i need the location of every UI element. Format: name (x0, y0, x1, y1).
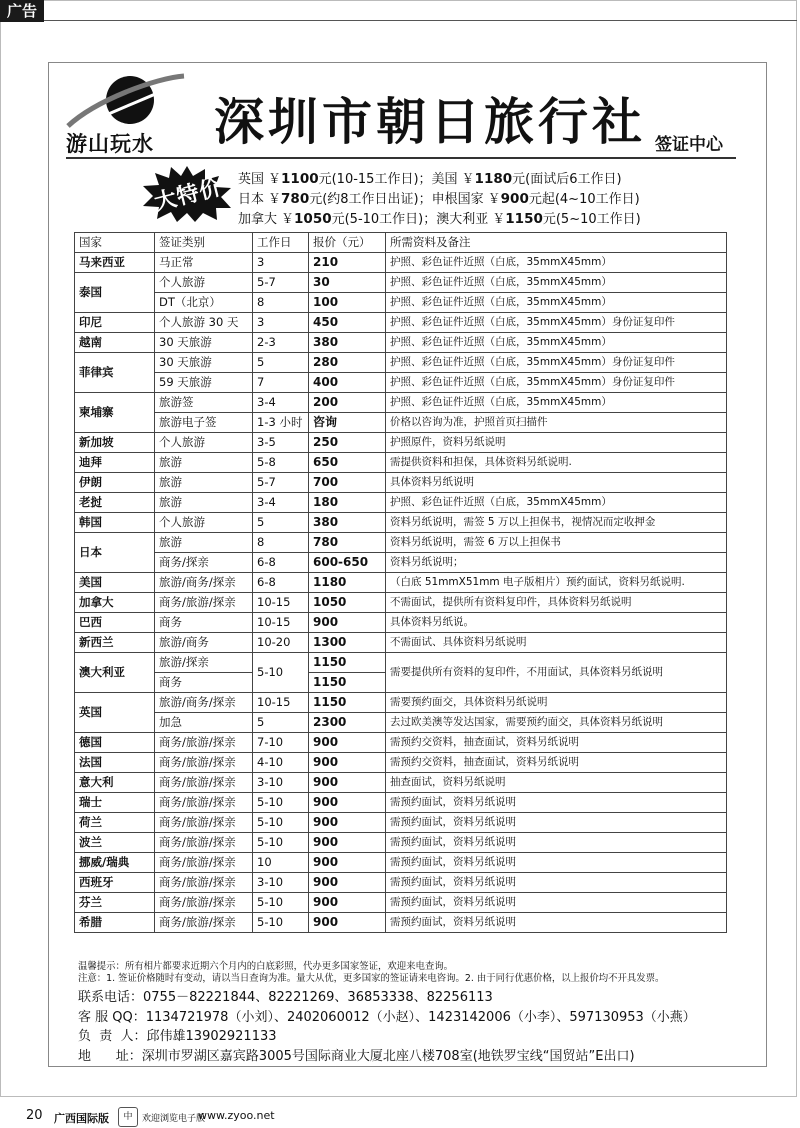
planet-logo-icon (66, 70, 186, 130)
notes-cell: 护照、彩色证件近照（白底，35mmX45mm） (386, 393, 727, 413)
category-cell: 旅游 (155, 493, 253, 513)
price-cell: 900 (309, 853, 386, 873)
category-cell: 个人旅游 (155, 273, 253, 293)
price-cell: 1150 (309, 693, 386, 713)
country-cell: 挪威/瑞典 (75, 853, 155, 873)
category-cell: 旅游 (155, 473, 253, 493)
promo-text: ￥ (268, 192, 282, 207)
country-cell: 柬埔寨 (75, 393, 155, 433)
notes-cell: （白底 51mmX51mm 电子版相片）预约面试，资料另纸说明. (386, 573, 727, 593)
promo-price: 1150 (505, 211, 543, 227)
table-row (75, 753, 727, 773)
category-cell: 个人旅游 (155, 433, 253, 453)
price-cell: 1150 (309, 653, 386, 673)
country-cell: 澳大利亚 (75, 653, 155, 693)
country-cell: 波兰 (75, 833, 155, 853)
promo-text: 元(面试后6工作日) (512, 172, 622, 187)
category-cell: 旅游/商务 (155, 633, 253, 653)
category-cell: 商务/探亲 (155, 553, 253, 573)
country-cell: 韩国 (75, 513, 155, 533)
category-cell: 商务/旅游/探亲 (155, 593, 253, 613)
warm-tips (78, 961, 664, 985)
workdays-cell: 8 (253, 293, 309, 313)
category-cell: 商务 (155, 673, 253, 693)
price-cell: 900 (309, 813, 386, 833)
category-cell: 商务/旅游/探亲 (155, 833, 253, 853)
table-row (75, 633, 727, 653)
table-row (75, 573, 727, 593)
contact-info (78, 988, 696, 1066)
notes-cell: 不需面试，提供所有资料复印件，具体资料另纸说明 (386, 593, 727, 613)
notes-cell: 护照、彩色证件近照（白底，35mmX45mm） (386, 493, 727, 513)
contact-value: 1134721978（小刘）、2402060012（小赵）、1423142006（小李）、597130953（小燕） (145, 1009, 696, 1025)
price-cell: 900 (309, 793, 386, 813)
contact-label: 负 责 人： (78, 1029, 147, 1044)
table-row (75, 313, 727, 333)
table-row (75, 893, 727, 913)
category-cell: 旅游电子签 (155, 413, 253, 433)
table-row (75, 773, 727, 793)
column-header: 所需资料及备注 (386, 233, 727, 253)
workdays-cell: 3-10 (253, 773, 309, 793)
promo-text: 元(约8工作日出证)；申根国家 (309, 192, 484, 207)
workdays-cell: 5-10 (253, 813, 309, 833)
table-row (75, 513, 727, 533)
table-row (75, 813, 727, 833)
notes-cell: 需预约面试，资料另纸说明 (386, 793, 727, 813)
promo-text: ￥ (461, 172, 475, 187)
workdays-cell: 5-10 (253, 833, 309, 853)
publication-icon: 中 (118, 1107, 138, 1127)
category-cell: 商务/旅游/探亲 (155, 753, 253, 773)
table-row (75, 413, 727, 433)
category-cell: 59 天旅游 (155, 373, 253, 393)
price-cell: 900 (309, 613, 386, 633)
table-row (75, 853, 727, 873)
workdays-cell: 3 (253, 253, 309, 273)
workdays-cell: 5 (253, 713, 309, 733)
price-cell: 280 (309, 353, 386, 373)
promo-prices (238, 169, 641, 229)
promo-text: ￥ (281, 212, 295, 227)
workdays-cell: 5-10 (253, 793, 309, 813)
promo-text: ￥ (487, 192, 501, 207)
price-cell: 780 (309, 533, 386, 553)
notes-cell: 抽查面试，资料另纸说明 (386, 773, 727, 793)
price-cell: 900 (309, 773, 386, 793)
price-cell: 900 (309, 833, 386, 853)
workdays-cell: 5-10 (253, 653, 309, 693)
notes-cell: 需预约交资料，抽查面试，资料另纸说明 (386, 733, 727, 753)
notes-cell: 需预约面试，资料另纸说明 (386, 853, 727, 873)
column-header: 国家 (75, 233, 155, 253)
country-cell: 意大利 (75, 773, 155, 793)
workdays-cell: 3-4 (253, 493, 309, 513)
country-cell: 老挝 (75, 493, 155, 513)
table-row (75, 733, 727, 753)
column-header: 签证类别 (155, 233, 253, 253)
price-cell: 250 (309, 433, 386, 453)
title-rule (66, 157, 736, 159)
promo-text: ￥ (492, 212, 506, 227)
category-cell: 旅游签 (155, 393, 253, 413)
promo-line (238, 169, 641, 189)
price-cell: 咨询 (309, 413, 386, 433)
notes-cell: 资料另纸说明； (386, 553, 727, 573)
workdays-cell: 10-15 (253, 693, 309, 713)
workdays-cell: 1-3 小时 (253, 413, 309, 433)
category-cell: 旅游/商务/探亲 (155, 693, 253, 713)
price-cell: 700 (309, 473, 386, 493)
workdays-cell: 4-10 (253, 753, 309, 773)
price-cell: 1300 (309, 633, 386, 653)
notes-cell: 资料另纸说明，需签 5 万以上担保书，视情况而定收押金 (386, 513, 727, 533)
table-row (75, 273, 727, 293)
country-cell: 马来西亚 (75, 253, 155, 273)
table-row (75, 453, 727, 473)
logo (66, 70, 186, 160)
country-cell: 西班牙 (75, 873, 155, 893)
workdays-cell: 6-8 (253, 573, 309, 593)
contact-label: 客 服 QQ： (78, 1009, 146, 1025)
company-title: 深圳市朝日旅行社 (214, 93, 646, 151)
workdays-cell: 5-10 (253, 913, 309, 933)
category-cell: 个人旅游 (155, 513, 253, 533)
contact-value: 邱伟雄13902921133 (146, 1029, 277, 1044)
promo-text: ￥ (268, 172, 282, 187)
table-row (75, 473, 727, 493)
price-cell: 30 (309, 273, 386, 293)
notes-cell: 具体资料另纸说。 (386, 613, 727, 633)
price-cell: 180 (309, 493, 386, 513)
workdays-cell: 3-10 (253, 873, 309, 893)
country-cell: 巴西 (75, 613, 155, 633)
table-row (75, 913, 727, 933)
category-cell: 加急 (155, 713, 253, 733)
promo-text: 日本 (238, 192, 265, 207)
price-cell: 900 (309, 733, 386, 753)
price-cell: 1150 (309, 673, 386, 693)
logo-text: 游山玩水 (66, 132, 154, 156)
notes-cell: 护照、彩色证件近照（白底，35mmX45mm） (386, 333, 727, 353)
notes-cell: 去过欧美澳等发达国家，需要预约面交，具体资料另纸说明 (386, 713, 727, 733)
category-cell: 商务/旅游/探亲 (155, 873, 253, 893)
country-cell: 新西兰 (75, 633, 155, 653)
category-cell: 商务/旅游/探亲 (155, 773, 253, 793)
edition-name: 广西国际版 (54, 1112, 109, 1125)
notice-line: 注意：1. 签证价格随时有变动，请以当日查询为准。量大从优，更多国家的签证请来电咨询。2. 由于同行优惠价格，以上报价均不开具发票。 (78, 973, 665, 984)
price-cell: 380 (309, 513, 386, 533)
price-cell: 210 (309, 253, 386, 273)
table-row (75, 433, 727, 453)
workdays-cell: 5 (253, 513, 309, 533)
table-row (75, 713, 727, 733)
table-row (75, 833, 727, 853)
promo-line (238, 189, 641, 209)
footer-url[interactable]: www.zyoo.net (198, 1109, 275, 1122)
promo-text: 元(5-10工作日)；澳大利亚 (331, 212, 489, 227)
country-cell: 英国 (75, 693, 155, 733)
price-cell: 650 (309, 453, 386, 473)
price-cell: 1180 (309, 573, 386, 593)
price-cell: 900 (309, 913, 386, 933)
promo-price: 1050 (294, 211, 332, 227)
country-cell: 芬兰 (75, 893, 155, 913)
category-cell: 个人旅游 30 天 (155, 313, 253, 333)
category-cell: 商务/旅游/探亲 (155, 733, 253, 753)
price-cell: 200 (309, 393, 386, 413)
table-row (75, 593, 727, 613)
workdays-cell: 2-3 (253, 333, 309, 353)
table-row (75, 333, 727, 353)
workdays-cell: 7-10 (253, 733, 309, 753)
header-rule (44, 20, 797, 21)
special-price-badge (141, 166, 233, 222)
country-cell: 伊朗 (75, 473, 155, 493)
price-cell: 400 (309, 373, 386, 393)
page-footer (0, 1103, 800, 1128)
notes-cell: 需预约面试，资料另纸说明 (386, 913, 727, 933)
contact-value: 0755－82221844、82221269、36853338、82256113 (143, 990, 493, 1005)
notes-cell: 需要预约面交，具体资料另纸说明 (386, 693, 727, 713)
notes-cell: 护照、彩色证件近照（白底，35mmX45mm） (386, 293, 727, 313)
workdays-cell: 10-20 (253, 633, 309, 653)
contact-row (78, 1008, 696, 1028)
notes-cell: 需预约面试，资料另纸说明 (386, 833, 727, 853)
contact-row (78, 1027, 696, 1047)
price-cell: 380 (309, 333, 386, 353)
notes-cell: 需预约面试，资料另纸说明 (386, 873, 727, 893)
workdays-cell: 6-8 (253, 553, 309, 573)
promo-price: 1180 (474, 171, 513, 187)
category-cell: 30 天旅游 (155, 353, 253, 373)
notes-cell: 需预约面试，资料另纸说明 (386, 813, 727, 833)
category-cell: 商务/旅游/探亲 (155, 913, 253, 933)
category-cell: 马正常 (155, 253, 253, 273)
category-cell: 商务/旅游/探亲 (155, 793, 253, 813)
notes-cell: 护照、彩色证件近照（白底，35mmX45mm）身份证复印件 (386, 353, 727, 373)
table-row (75, 653, 727, 673)
column-header: 工作日 (253, 233, 309, 253)
category-cell: 商务 (155, 613, 253, 633)
table-row (75, 553, 727, 573)
workdays-cell: 5-8 (253, 453, 309, 473)
contact-value: 深圳市罗湖区嘉宾路3005号国际商业大厦北座八楼708室(地铁罗宝线“国贸站”E出口) (141, 1048, 635, 1064)
country-cell: 美国 (75, 573, 155, 593)
table-row (75, 293, 727, 313)
workdays-cell: 5-7 (253, 273, 309, 293)
country-cell: 法国 (75, 753, 155, 773)
category-cell: 商务/旅游/探亲 (155, 853, 253, 873)
notes-cell: 资料另纸说明，需签 6 万以上担保书 (386, 533, 727, 553)
promo-line (238, 209, 641, 229)
country-cell: 越南 (75, 333, 155, 353)
workdays-cell: 7 (253, 373, 309, 393)
workdays-cell: 8 (253, 533, 309, 553)
promo-text: 英国 (238, 172, 265, 187)
column-header: 报价（元） (309, 233, 386, 253)
promo-text: 元(5~10工作日) (542, 212, 641, 227)
table-row (75, 393, 727, 413)
page-number: 20 (26, 1108, 43, 1123)
table-row (75, 373, 727, 393)
promo-price: 780 (281, 191, 310, 207)
footer-caption: 欢迎浏览电子版 (142, 1114, 206, 1124)
contact-label: 联系电话： (78, 990, 144, 1005)
category-cell: 商务/旅游/探亲 (155, 893, 253, 913)
promo-text: 元(10-15工作日)；美国 (318, 172, 458, 187)
country-cell: 印尼 (75, 313, 155, 333)
contact-row (78, 988, 696, 1008)
notes-cell: 需提供资料和担保，具体资料另纸说明. (386, 453, 727, 473)
price-cell: 900 (309, 753, 386, 773)
notes-cell: 护照、彩色证件近照（白底，35mmX45mm）身份证复印件 (386, 313, 727, 333)
notes-cell: 需要提供所有资料的复印件，不用面试，具体资料另纸说明 (386, 653, 727, 693)
country-cell: 德国 (75, 733, 155, 753)
special-price-text: 大特价 (151, 174, 225, 216)
country-cell: 希腊 (75, 913, 155, 933)
workdays-cell: 10 (253, 853, 309, 873)
promo-price: 1100 (281, 171, 319, 187)
country-cell: 加拿大 (75, 593, 155, 613)
workdays-cell: 3-4 (253, 393, 309, 413)
category-cell: 旅游 (155, 533, 253, 553)
category-cell: 商务/旅游/探亲 (155, 813, 253, 833)
category-cell: 旅游/商务/探亲 (155, 573, 253, 593)
notes-cell: 价格以咨询为准，护照首页扫描件 (386, 413, 727, 433)
category-cell: 30 天旅游 (155, 333, 253, 353)
table-row (75, 253, 727, 273)
country-cell: 新加坡 (75, 433, 155, 453)
notes-cell: 不需面试、具体资料另纸说明 (386, 633, 727, 653)
promo-text: 元起(4~10工作日) (528, 192, 640, 207)
workdays-cell: 5-7 (253, 473, 309, 493)
notes-cell: 护照原件，资料另纸说明 (386, 433, 727, 453)
warm-tip-line: 温馨提示：所有相片都要求近期六个月内的白底彩照，代办更多国家签证，欢迎来电查询。 (78, 961, 454, 972)
table-row (75, 493, 727, 513)
visa-center-label: 签证中心 (655, 135, 723, 155)
notes-cell: 需预约交资料，抽查面试，资料另纸说明 (386, 753, 727, 773)
price-cell: 900 (309, 873, 386, 893)
workdays-cell: 5 (253, 353, 309, 373)
table-row (75, 353, 727, 373)
workdays-cell: 3-5 (253, 433, 309, 453)
category-cell: DT（北京） (155, 293, 253, 313)
country-cell: 瑞士 (75, 793, 155, 813)
promo-price: 900 (500, 191, 529, 207)
country-cell: 日本 (75, 533, 155, 573)
price-cell: 100 (309, 293, 386, 313)
country-cell: 迪拜 (75, 453, 155, 473)
category-cell: 旅游/探亲 (155, 653, 253, 673)
contact-label: 地 址： (78, 1048, 142, 1064)
workdays-cell: 10-15 (253, 613, 309, 633)
workdays-cell: 3 (253, 313, 309, 333)
contact-row (78, 1047, 696, 1067)
notes-cell: 护照、彩色证件近照（白底，35mmX45mm） (386, 273, 727, 293)
workdays-cell: 5-10 (253, 893, 309, 913)
promo-text: 加拿大 (238, 212, 278, 227)
price-cell: 1050 (309, 593, 386, 613)
table-header-row (75, 233, 727, 253)
notes-cell: 护照、彩色证件近照（白底，35mmX45mm）身份证复印件 (386, 373, 727, 393)
category-cell: 旅游 (155, 453, 253, 473)
price-cell: 600-650 (309, 553, 386, 573)
country-cell: 荷兰 (75, 813, 155, 833)
price-cell: 450 (309, 313, 386, 333)
ad-tag: 广告 (0, 0, 44, 22)
table-row (75, 793, 727, 813)
notes-cell: 具体资料另纸说明 (386, 473, 727, 493)
country-cell: 菲律宾 (75, 353, 155, 393)
visa-price-table (74, 232, 727, 933)
country-cell: 泰国 (75, 273, 155, 313)
price-cell: 2300 (309, 713, 386, 733)
table-row (75, 533, 727, 553)
table-row (75, 613, 727, 633)
notes-cell: 护照、彩色证件近照（白底，35mmX45mm） (386, 253, 727, 273)
table-row (75, 873, 727, 893)
price-cell: 900 (309, 893, 386, 913)
workdays-cell: 10-15 (253, 593, 309, 613)
notes-cell: 需预约面试，资料另纸说明 (386, 893, 727, 913)
table-row (75, 693, 727, 713)
